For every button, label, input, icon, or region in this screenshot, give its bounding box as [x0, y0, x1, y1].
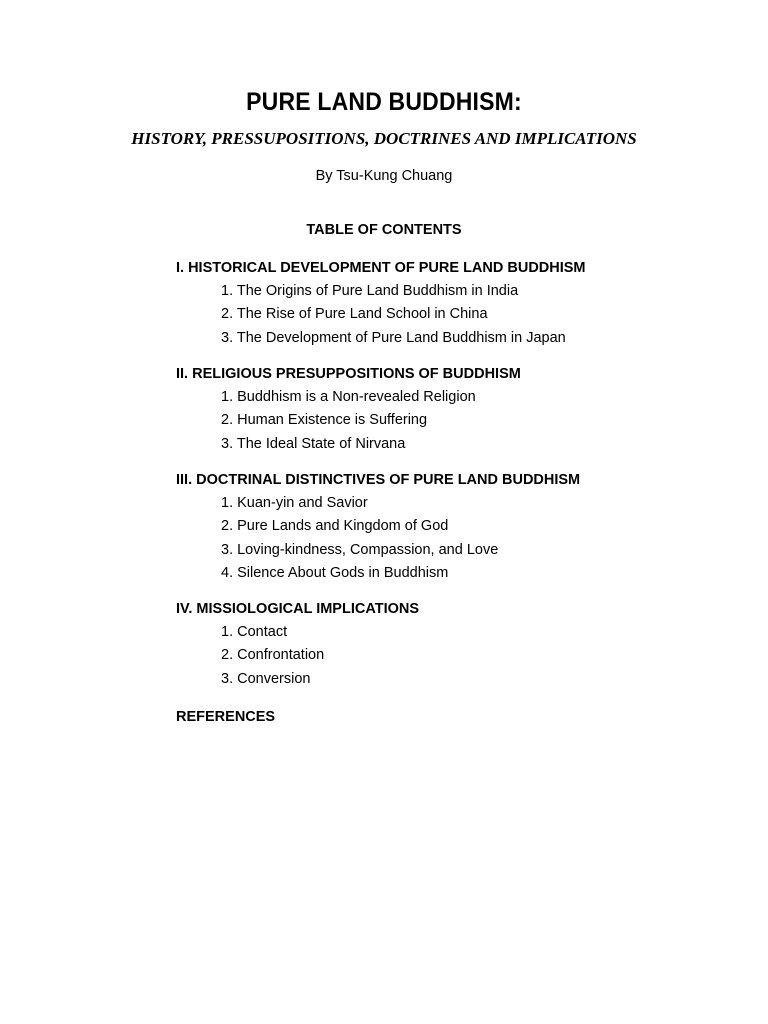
toc-item: 2. The Rise of Pure Land School in China	[221, 306, 488, 323]
toc-references	[176, 706, 696, 729]
toc-item: 3. The Development of Pure Land Buddhism in Japan	[221, 329, 566, 346]
toc-item: 1. Kuan-yin and Savior	[221, 495, 368, 511]
toc-item: 3. Conversion	[221, 670, 311, 687]
toc-item: 1. The Origins of Pure Land Buddhism in India	[221, 283, 519, 299]
toc-section-title: II. RELIGIOUS PRESUPPOSITIONS OF BUDDHISM	[176, 366, 521, 382]
toc-heading: TABLE OF CONTENTS	[306, 222, 462, 238]
toc-item: 3. Loving-kindness, Compassion, and Love	[221, 541, 499, 558]
document-subtitle: HISTORY, PRESSUPOSITIONS, DOCTRINES AND IMPLICATIONS	[131, 129, 637, 148]
toc-section-title: IV. MISSIOLOGICAL IMPLICATIONS	[176, 601, 420, 617]
toc-section-2	[176, 363, 696, 456]
document-title: PURE LAND BUDDHISM:	[246, 88, 522, 116]
toc-section-title: I. HISTORICAL DEVELOPMENT OF PURE LAND BUDDHISM	[176, 260, 586, 276]
toc-item: 2. Confrontation	[221, 647, 325, 664]
toc-section-4	[176, 598, 696, 691]
toc-item: 1. Buddhism is a Non-revealed Religion	[221, 389, 476, 405]
toc-section-title: III. DOCTRINAL DISTINCTIVES OF PURE LAND BUDDHISM	[176, 472, 581, 488]
references-heading: REFERENCES	[176, 709, 276, 725]
toc-section-1	[176, 257, 696, 350]
toc-item: 4. Silence About Gods in Buddhism	[221, 564, 449, 581]
author-line: By Tsu-Kung Chuang	[315, 168, 453, 184]
toc-item: 2. Pure Lands and Kingdom of God	[221, 518, 449, 535]
toc-section-3	[176, 469, 696, 585]
toc-item: 3. The Ideal State of Nirvana	[221, 435, 406, 452]
toc-item: 1. Contact	[221, 624, 288, 640]
toc-item: 2. Human Existence is Suffering	[221, 412, 428, 429]
